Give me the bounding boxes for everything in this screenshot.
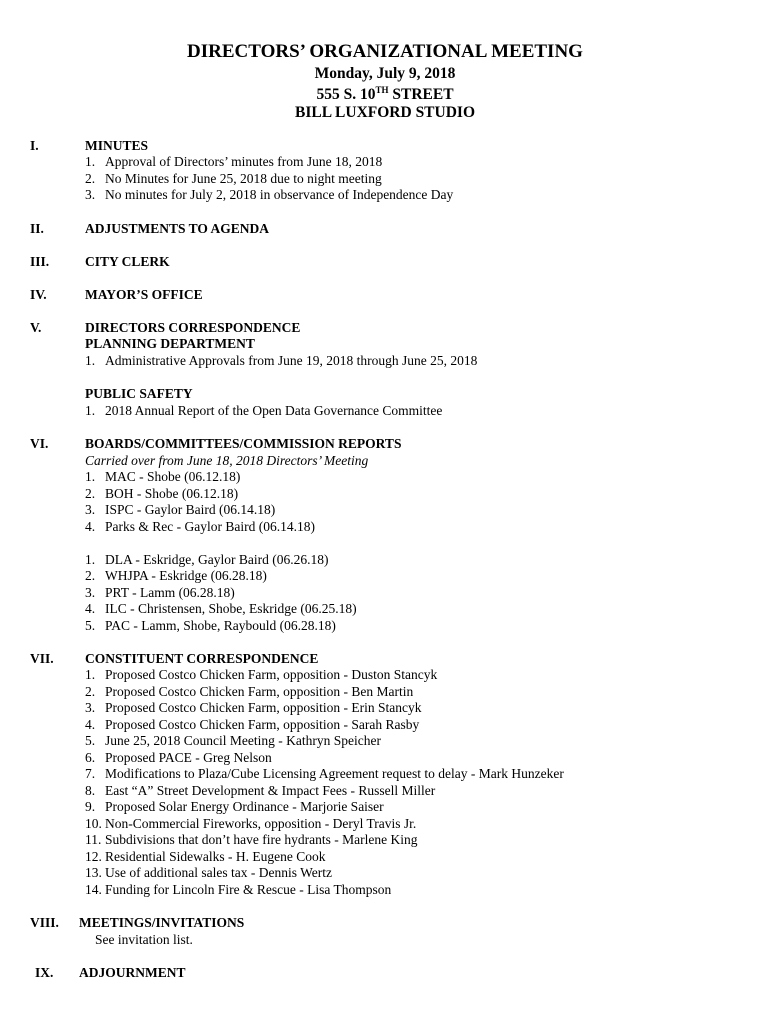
item-text: Proposed Costco Chicken Farm, opposition - Erin Stancyk [105,700,422,715]
item-text: Administrative Approvals from June 19, 2018 through June 25, 2018 [105,353,478,368]
item-text: Funding for Lincoln Fire & Rescue - Lisa Thompson [105,882,392,897]
list-item [85,684,413,700]
item-text: Modifications to Plaza/Cube Licensing Agreement request to delay - Mark Hunzeker [105,766,564,781]
item-number: 3. [85,585,96,600]
section-title-city-clerk: CITY CLERK [85,254,170,269]
item-text: BOH - Shobe (06.12.18) [105,486,239,501]
item-text: Proposed Costco Chicken Farm, opposition - Duston Stancyk [105,667,438,682]
section-numeral: VII. [30,651,54,666]
section-title-directors-correspondence: DIRECTORS CORRESPONDENCE [85,320,301,335]
item-number: 7. [85,766,96,781]
section-title-adjournment: ADJOURNMENT [79,965,186,980]
item-text: No Minutes for June 25, 2018 due to night meeting [105,171,382,186]
section-note: Carried over from June 18, 2018 Directors’ Meeting [85,453,369,468]
section-numeral: VI. [30,436,49,451]
section-numeral: IV. [30,287,47,302]
item-text: Proposed PACE - Greg Nelson [105,750,272,765]
item-number: 14. [85,882,102,897]
section-title-boards-reports: BOARDS/COMMITTEES/COMMISSION REPORTS [85,436,402,451]
list-item [85,601,357,617]
item-number: 6. [85,750,96,765]
item-number: 1. [85,667,96,682]
item-number: 8. [85,783,96,798]
section-title-constituent-correspondence: CONSTITUENT CORRESPONDENCE [85,651,319,666]
address-street: STREET [388,86,454,104]
list-item [85,353,477,369]
item-number: 3. [85,187,96,202]
item-number: 2. [85,568,96,583]
item-text: ISPC - Gaylor Baird (06.14.18) [105,502,276,517]
list-item [85,783,435,799]
address-number: 555 S. 10 [316,86,376,104]
item-text: DLA - Eskridge, Gaylor Baird (06.26.18) [105,552,329,567]
item-number: 1. [85,353,96,368]
item-number: 10. [85,816,102,831]
item-number: 12. [85,849,102,864]
list-item [85,552,328,568]
list-item [85,750,272,766]
list-item [85,832,417,848]
list-item [85,700,421,716]
item-text: PAC - Lamm, Shobe, Raybould (06.28.18) [105,618,336,633]
item-number: 2. [85,486,96,501]
item-text: No minutes for July 2, 2018 in observance of Independence Day [105,187,454,202]
list-item [85,766,564,782]
item-text: East “A” Street Development & Impact Fees - Russell Miller [105,783,436,798]
section-numeral: III. [30,254,50,269]
meeting-date: Monday, July 9, 2018 [314,65,456,82]
list-item [85,799,384,815]
list-item [85,568,267,584]
item-number: 1. [85,403,96,418]
item-text: Non-Commercial Fireworks, opposition - Deryl Travis Jr. [105,816,417,831]
section-numeral: VIII. [30,915,59,930]
item-text: WHJPA - Eskridge (06.28.18) [105,568,267,583]
item-text: Proposed Costco Chicken Farm, opposition - Sarah Rasby [105,717,420,732]
item-text: Parks & Rec - Gaylor Baird (06.14.18) [105,519,315,534]
item-number: 5. [85,618,96,633]
item-text: PRT - Lamm (06.28.18) [105,585,235,600]
item-number: 1. [85,154,96,169]
item-number: 1. [85,552,96,567]
list-item [85,585,235,601]
item-number: 4. [85,717,96,732]
item-number: 2. [85,171,96,186]
list-item [85,486,238,502]
item-number: 4. [85,519,96,534]
item-number: 1. [85,469,96,484]
item-text: Subdivisions that don’t have fire hydrants - Marlene King [105,832,418,847]
item-text: Approval of Directors’ minutes from June 18, 2018 [105,154,383,169]
document-title: DIRECTORS’ ORGANIZATIONAL MEETING [187,41,583,62]
section-title-minutes: MINUTES [85,138,149,153]
list-item [85,667,437,683]
section-title-mayors-office: MAYOR’S OFFICE [85,287,203,302]
item-number: 4. [85,601,96,616]
list-item [85,618,336,634]
item-number: 5. [85,733,96,748]
list-item [85,187,453,203]
item-text: June 25, 2018 Council Meeting - Kathryn Speicher [105,733,381,748]
item-number: 11. [85,832,102,847]
list-item [85,816,416,832]
meeting-venue: BILL LUXFORD STUDIO [294,104,475,121]
item-number: 2. [85,684,96,699]
list-item [85,171,382,187]
section-note: See invitation list. [95,932,193,947]
meeting-address [0,85,770,104]
list-item [85,733,381,749]
section-numeral: IX. [35,965,54,980]
list-item [85,865,332,881]
item-number: 3. [85,502,96,517]
section-numeral: II. [30,221,44,236]
item-text: Residential Sidewalks - H. Eugene Cook [105,849,326,864]
section-title-meetings: MEETINGS/INVITATIONS [79,915,245,930]
section-numeral: V. [30,320,42,335]
subsection-title-public-safety: PUBLIC SAFETY [85,386,193,401]
list-item [85,717,419,733]
list-item [85,502,275,518]
item-number: 13. [85,865,102,880]
item-text: Proposed Costco Chicken Farm, opposition - Ben Martin [105,684,414,699]
list-item [85,519,315,535]
item-text: MAC - Shobe (06.12.18) [105,469,241,484]
list-item [85,849,325,865]
list-item [85,882,391,898]
item-number: 9. [85,799,96,814]
list-item [85,154,382,170]
address-suffix: TH [375,85,389,95]
list-item [85,469,240,485]
section-title-adjustments: ADJUSTMENTS TO AGENDA [85,221,270,236]
item-text: Proposed Solar Energy Ordinance - Marjorie Saiser [105,799,384,814]
section-numeral: I. [30,138,39,153]
item-text: ILC - Christensen, Shobe, Eskridge (06.25.18) [105,601,357,616]
item-number: 3. [85,700,96,715]
list-item [85,403,442,419]
subsection-title-planning: PLANNING DEPARTMENT [85,336,255,351]
item-text: 2018 Annual Report of the Open Data Governance Committee [105,403,443,418]
item-text: Use of additional sales tax - Dennis Wertz [105,865,332,880]
